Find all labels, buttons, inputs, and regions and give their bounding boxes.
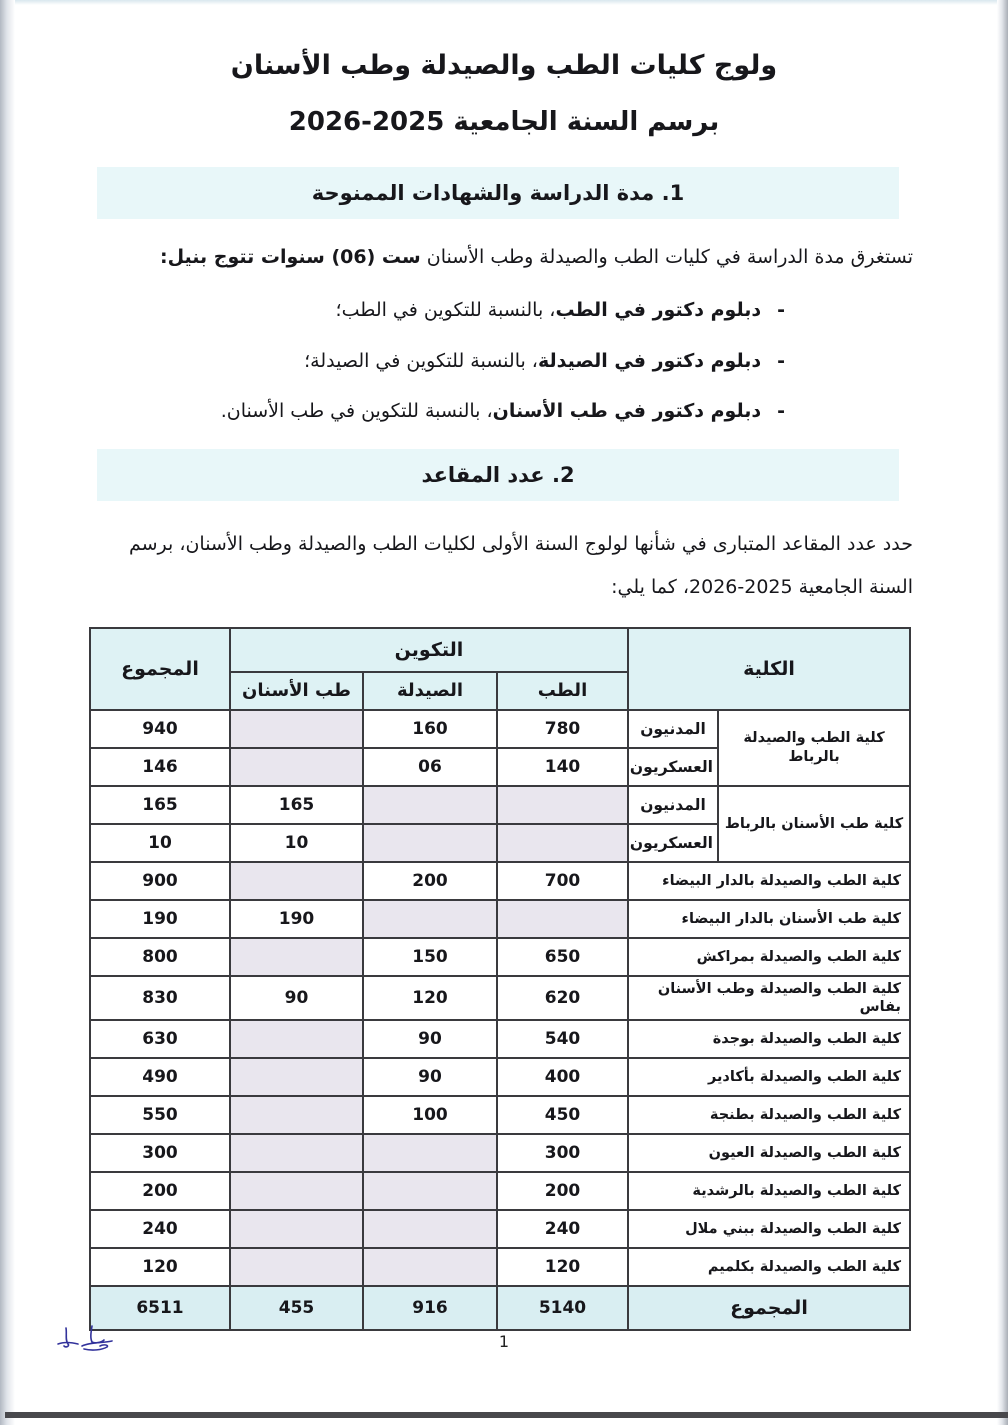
section1-heading: 1. مدة الدراسة والشهادات الممنوحة	[97, 167, 899, 219]
section1-intro-bold: ست (06) سنوات تتوج بنيل:	[159, 246, 421, 268]
subcategory-cell: العسكريون	[628, 824, 718, 862]
dentistry-seats-cell: 190	[230, 900, 363, 938]
pharmacy-seats-cell: 90	[363, 1058, 497, 1096]
table-row	[90, 1248, 910, 1286]
row-total-cell: 630	[90, 1020, 230, 1058]
page-number: 1	[498, 1332, 510, 1351]
pharmacy-seats-cell: 200	[363, 862, 497, 900]
subcategory-cell: المدنيون	[628, 710, 718, 748]
bullet-rest-text: ، بالنسبة للتكوين في طب الأسنان.	[220, 400, 493, 423]
row-total-cell: 490	[90, 1058, 230, 1096]
pharmacy-seats-cell: 100	[363, 1096, 497, 1134]
empty-cell	[230, 1134, 363, 1172]
total-row	[90, 1286, 910, 1330]
medicine-seats-cell: 620	[497, 976, 628, 1020]
scan-edge-right	[997, 0, 1008, 1425]
row-total-cell: 830	[90, 976, 230, 1020]
seats-table-footer	[90, 1286, 910, 1330]
empty-cell	[230, 710, 363, 748]
column-header-training: التكوين	[230, 628, 628, 672]
empty-cell	[363, 1134, 497, 1172]
table-row	[90, 786, 910, 824]
college-name-cell: كلية الطب والصيدلة بالدار البيضاء	[628, 862, 910, 900]
row-total-cell: 300	[90, 1134, 230, 1172]
row-total-cell: 10	[90, 824, 230, 862]
signature-paraph-icon	[52, 1320, 118, 1360]
pharmacy-seats-cell: 160	[363, 710, 497, 748]
row-total-cell: 165	[90, 786, 230, 824]
empty-cell	[363, 1248, 497, 1286]
empty-cell	[363, 900, 497, 938]
column-header-total: المجموع	[90, 628, 230, 710]
table-row	[90, 1020, 910, 1058]
row-total-cell: 190	[90, 900, 230, 938]
pharmacy-seats-cell: 90	[363, 1020, 497, 1058]
document-content	[95, 50, 913, 1331]
table-row	[90, 900, 910, 938]
empty-cell	[230, 748, 363, 786]
scan-edge-top	[0, 0, 1008, 5]
row-total-cell: 240	[90, 1210, 230, 1248]
list-item	[95, 398, 913, 425]
empty-cell	[363, 824, 497, 862]
scan-edge-left	[0, 0, 15, 1425]
document-title-line2: برسم السنة الجامعية 2025-2026	[288, 107, 720, 137]
total-pharmacy-seats: 916	[363, 1286, 497, 1330]
medicine-seats-cell: 780	[497, 710, 628, 748]
college-name-cell: كلية الطب والصيدلة بطنجة	[628, 1096, 910, 1134]
bullet-text	[304, 348, 761, 375]
empty-cell	[363, 1172, 497, 1210]
bullet-rest-text: ، بالنسبة للتكوين في الصيدلة؛	[304, 349, 538, 372]
medicine-seats-cell: 700	[497, 862, 628, 900]
college-name-cell: كلية الطب والصيدلة بكلميم	[628, 1248, 910, 1286]
table-row	[90, 1058, 910, 1096]
empty-cell	[363, 786, 497, 824]
total-dentistry-seats: 455	[230, 1286, 363, 1330]
empty-cell	[230, 1058, 363, 1096]
seats-table	[89, 627, 911, 1331]
section2-heading: 2. عدد المقاعد	[97, 449, 899, 501]
section1-intro-normal: تستغرق مدة الدراسة في كليات الطب والصيدلة وطب الأسنان	[426, 246, 913, 268]
dentistry-seats-cell: 10	[230, 824, 363, 862]
empty-cell	[230, 1020, 363, 1058]
dentistry-seats-cell: 90	[230, 976, 363, 1020]
empty-cell	[497, 786, 628, 824]
column-header-dentistry: طب الأسنان	[230, 672, 363, 710]
table-row	[90, 1134, 910, 1172]
empty-cell	[497, 824, 628, 862]
bullet-bold-text: دبلوم دكتور في الطب	[555, 299, 762, 322]
medicine-seats-cell: 240	[497, 1210, 628, 1248]
medicine-seats-cell: 120	[497, 1248, 628, 1286]
table-row	[90, 710, 910, 748]
list-item	[95, 297, 913, 324]
row-total-cell: 146	[90, 748, 230, 786]
bullet-text	[336, 297, 762, 324]
empty-cell	[363, 1210, 497, 1248]
medicine-seats-cell: 650	[497, 938, 628, 976]
diploma-bullet-list	[95, 297, 913, 425]
empty-cell	[230, 862, 363, 900]
bullet-dash-icon: -	[777, 299, 785, 322]
document-title-line1: ولوج كليات الطب والصيدلة وطب الأسنان	[230, 50, 778, 81]
list-item	[95, 348, 913, 375]
scan-edge-bottom	[5, 1412, 1008, 1418]
dentistry-seats-cell: 165	[230, 786, 363, 824]
column-header-medicine: الطب	[497, 672, 628, 710]
college-name-cell: كلية الطب والصيدلة بوجدة	[628, 1020, 910, 1058]
empty-cell	[230, 1248, 363, 1286]
table-row	[90, 862, 910, 900]
pharmacy-seats-cell: 120	[363, 976, 497, 1020]
pharmacy-seats-cell: 150	[363, 938, 497, 976]
total-medicine-seats: 5140	[497, 1286, 628, 1330]
medicine-seats-cell: 400	[497, 1058, 628, 1096]
section2-intro: حدد عدد المقاعد المتبارى في شأنها لولوج السنة الأولى لكليات الطب والصيدلة وطب الأسنان، برسم السنة الجامعية 2025-2026، كما يلي:	[128, 533, 913, 598]
medicine-seats-cell: 540	[497, 1020, 628, 1058]
medicine-seats-cell: 200	[497, 1172, 628, 1210]
row-total-cell: 120	[90, 1248, 230, 1286]
college-name-cell: كلية الطب والصيدلة ببني ملال	[628, 1210, 910, 1248]
table-row	[90, 1210, 910, 1248]
empty-cell	[497, 900, 628, 938]
bullet-rest-text: ، بالنسبة للتكوين في الطب؛	[335, 299, 556, 322]
bullet-dash-icon: -	[777, 400, 785, 423]
seats-table-header	[90, 628, 910, 710]
seats-table-body	[90, 710, 910, 1286]
bullet-bold-text: دبلوم دكتور في طب الأسنان	[492, 400, 762, 423]
bullet-text	[221, 398, 761, 425]
empty-cell	[230, 938, 363, 976]
pharmacy-seats-cell: 06	[363, 748, 497, 786]
empty-cell	[230, 1096, 363, 1134]
medicine-seats-cell: 300	[497, 1134, 628, 1172]
row-total-cell: 200	[90, 1172, 230, 1210]
table-row	[90, 938, 910, 976]
column-header-college: الكلية	[628, 628, 910, 710]
row-total-cell: 940	[90, 710, 230, 748]
bullet-bold-text: دبلوم دكتور في الصيدلة	[537, 349, 762, 372]
column-header-pharmacy: الصيدلة	[363, 672, 497, 710]
empty-cell	[230, 1172, 363, 1210]
college-name-cell: كلية طب الأسنان بالدار البيضاء	[628, 900, 910, 938]
medicine-seats-cell: 140	[497, 748, 628, 786]
subcategory-cell: العسكريون	[628, 748, 718, 786]
empty-cell	[230, 1210, 363, 1248]
grand-total-seats: 6511	[90, 1286, 230, 1330]
college-name-cell: كلية الطب والصيدلة وطب الأسنان بفاس	[628, 976, 910, 1020]
college-name-cell: كلية طب الأسنان بالرباط	[718, 786, 910, 862]
table-row	[90, 976, 910, 1020]
college-name-cell: كلية الطب والصيدلة بالرشدية	[628, 1172, 910, 1210]
table-row	[90, 1096, 910, 1134]
subcategory-cell: المدنيون	[628, 786, 718, 824]
bullet-dash-icon: -	[777, 349, 785, 372]
medicine-seats-cell: 450	[497, 1096, 628, 1134]
college-name-cell: كلية الطب والصيدلة بمراكش	[628, 938, 910, 976]
college-name-cell: كلية الطب والصيدلة بالرباط	[718, 710, 910, 786]
row-total-cell: 550	[90, 1096, 230, 1134]
total-row-label: المجموع	[628, 1286, 910, 1330]
table-row	[90, 1172, 910, 1210]
row-total-cell: 800	[90, 938, 230, 976]
college-name-cell: كلية الطب والصيدلة العيون	[628, 1134, 910, 1172]
college-name-cell: كلية الطب والصيدلة بأكادير	[628, 1058, 910, 1096]
section1-intro	[95, 241, 913, 273]
row-total-cell: 900	[90, 862, 230, 900]
